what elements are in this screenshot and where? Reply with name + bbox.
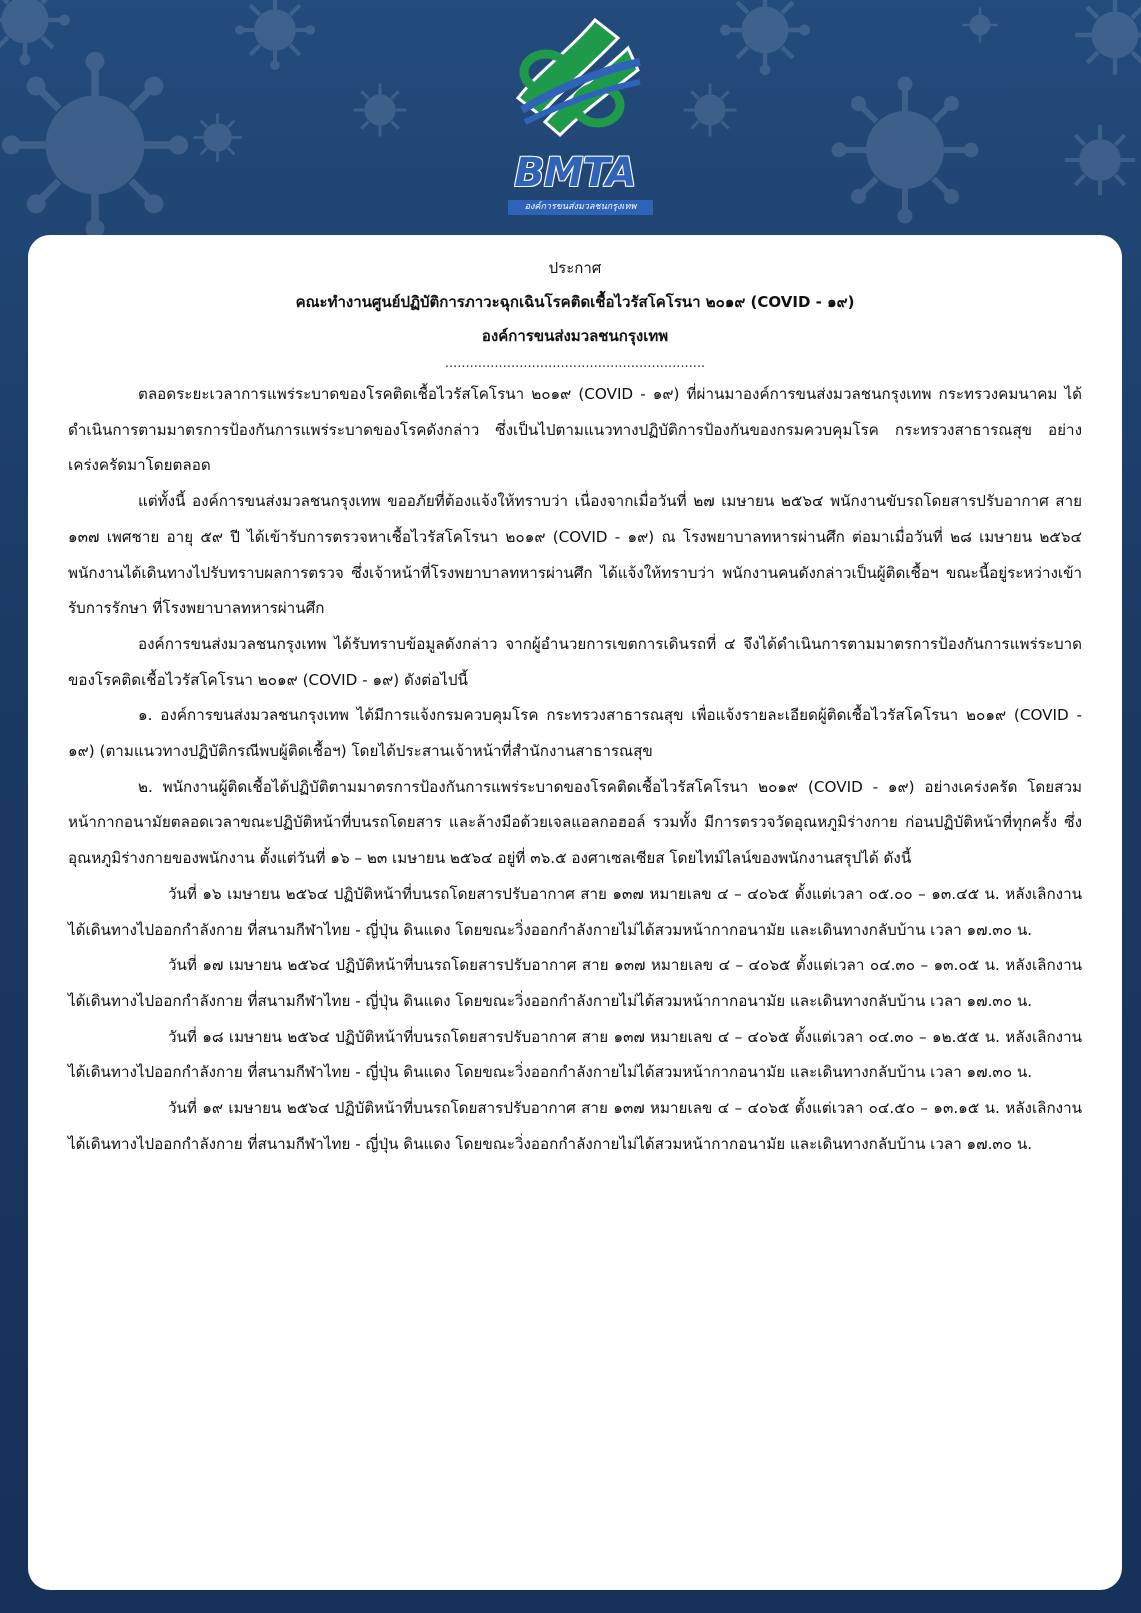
bmta-logo — [500, 10, 650, 215]
header — [0, 0, 1141, 235]
paragraph-intro: ตลอดระยะเวลาการแพร่ระบาดของโรคติดเชื้อไวรัสโคโรนา ๒๐๑๙ (COVID - ๑๙) ที่ผ่านมาองค์การขนส่งมวลชนกรุงเทพ กระทรวงคมนาคม ได้ดำเนินการตามมาตรการป้องกันการแพร่ระบาดของโรคดังกล่าว ซึ่งเป็นไปตามแนวทางปฏิบัติการป้องกันของกรมควบคุมโรค กระทรวงสาธารณสุข อย่างเคร่งครัดมาโดยตลอด — [68, 385, 1082, 475]
announcement-heading — [68, 251, 1082, 353]
timeline-day-16: วันที่ ๑๖ เมษายน ๒๕๖๔ ปฏิบัติหน้าที่บนรถโดยสารปรับอากาศ สาย ๑๓๗ หมายเลข ๔ – ๔๐๖๕ ตั้งแต่เวลา ๐๕.๐๐ – ๑๓.๔๕ น. หลังเลิกงานได้เดินทางไปออกกำลังกาย ที่สนามกีฬาไทย - ญี่ปุ่น ดินแดง โดยขณะวิ่งออกกำลังกายไม่ได้สวมหน้ากากอนามัย และเดินทางกลับบ้าน เวลา ๑๗.๓๐ น. — [68, 884, 1082, 939]
heading-divider: ............................................................... — [444, 356, 706, 371]
announcement-card — [28, 235, 1122, 1590]
paragraph-item-1: ๑. องค์การขนส่งมวลชนกรุงเทพ ได้มีการแจ้งกรมควบคุมโรค กระทรวงสาธารณสุข เพื่อแจ้งรายละเอียดผู้ติดเชื้อไวรัสโคโรนา ๒๐๑๙ (COVID - ๑๙) (ตามแนวทางปฏิบัติกรณีพบผู้ติดเชื้อฯ) โดยได้ประสานเจ้าหน้าที่สำนักงานสาธารณสุข — [68, 706, 1082, 761]
logo-text: BMTA — [514, 150, 636, 196]
paragraph-item-2: ๒. พนักงานผู้ติดเชื้อได้ปฏิบัติตามมาตรการป้องกันการแพร่ระบาดของโรคติดเชื้อไวรัสโคโรนา ๒๐๑๙ (COVID - ๑๙) อย่างเคร่งครัด โดยสวมหน้ากากอนามัยตลอดเวลาขณะปฏิบัติหน้าที่บนรถโดยสาร และล้างมือด้วยเจลแอลกอฮอล์ รวมทั้ง มีการตรวจวัดอุณหภูมิร่างกาย ก่อนปฏิบัติหน้าที่ทุกครั้ง ซึ่งอุณหภูมิร่างกายของพนักงาน ตั้งแต่วันที่ ๑๖ – ๒๓ เมษายน ๒๕๖๔ อยู่ที่ ๓๖.๕ องศาเซลเซียส โดยไทม์ไลน์ของพนักงานสรุปได้ ดังนี้ — [68, 777, 1082, 868]
bmta-logo-mark-icon — [500, 10, 650, 150]
timeline-day-18: วันที่ ๑๘ เมษายน ๒๕๖๔ ปฏิบัติหน้าที่บนรถโดยสารปรับอากาศ สาย ๑๓๗ หมายเลข ๔ – ๔๐๖๕ ตั้งแต่เวลา ๐๔.๓๐ – ๑๒.๕๕ น. หลังเลิกงานได้เดินทางไปออกกำลังกาย ที่สนามกีฬาไทย - ญี่ปุ่น ดินแดง โดยขณะวิ่งออกกำลังกายไม่ได้สวมหน้ากากอนามัย และเดินทางกลับบ้าน เวลา ๑๗.๓๐ น. — [68, 1027, 1082, 1082]
timeline-day-19: วันที่ ๑๙ เมษายน ๒๕๖๔ ปฏิบัติหน้าที่บนรถโดยสารปรับอากาศ สาย ๑๓๗ หมายเลข ๔ – ๔๐๖๕ ตั้งแต่เวลา ๐๔.๕๐ – ๑๓.๑๕ น. หลังเลิกงานได้เดินทางไปออกกำลังกาย ที่สนามกีฬาไทย - ญี่ปุ่น ดินแดง โดยขณะวิ่งออกกำลังกายไม่ได้สวมหน้ากากอนามัย และเดินทางกลับบ้าน เวลา ๑๗.๓๐ น. — [68, 1099, 1082, 1153]
paragraph-incident: แต่ทั้งนี้ องค์การขนส่งมวลชนกรุงเทพ ขออภัยที่ต้องแจ้งให้ทราบว่า เนื่องจากเมื่อวันที่ ๒๗ เมษายน ๒๕๖๔ พนักงานขับรถโดยสารปรับอากาศ สาย ๑๓๗ เพศชาย อายุ ๕๙ ปี ได้เข้ารับการตรวจหาเชื้อไวรัสโคโรนา ๒๐๑๙ (COVID - ๑๙) ณ โรงพยาบาลทหารผ่านศึก ต่อมาเมื่อวันที่ ๒๘ เมษายน ๒๕๖๔ พนักงานได้เดินทางไปรับทราบผลการตรวจ ซึ่งเจ้าหน้าที่โรงพยาบาลทหารผ่านศึก ได้แจ้งให้ทราบว่า พนักงานคนดังกล่าวเป็นผู้ติดเชื้อฯ ขณะนี้อยู่ระหว่างเข้ารับการรักษา ที่โรงพยาบาลทหารผ่านศึก — [68, 492, 1082, 618]
timeline-day-17: วันที่ ๑๗ เมษายน ๒๕๖๔ ปฏิบัติหน้าที่บนรถโดยสารปรับอากาศ สาย ๑๓๗ หมายเลข ๔ – ๔๐๖๕ ตั้งแต่เวลา ๐๔.๓๐ – ๑๓.๐๕ น. หลังเลิกงานได้เดินทางไปออกกำลังกาย ที่สนามกีฬาไทย - ญี่ปุ่น ดินแดง โดยขณะวิ่งออกกำลังกายไม่ได้สวมหน้ากากอนามัย และเดินทางกลับบ้าน เวลา ๑๗.๓๐ น. — [68, 956, 1082, 1010]
paragraph-measures: องค์การขนส่งมวลชนกรุงเทพ ได้รับทราบข้อมูลดังกล่าว จากผู้อำนวยการเขตการเดินรถที่ ๔ จึงได้ดำเนินการตามมาตรการป้องกันการแพร่ระบาดของโรคติดเชื้อไวรัสโคโรนา ๒๐๑๙ (COVID - ๑๙) ดังต่อไปนี้ — [68, 634, 1082, 689]
logo-subtitle: องค์การขนส่งมวลชนกรุงเทพ — [508, 200, 653, 215]
heading-line-2: คณะทำงานศูนย์ปฏิบัติการภาวะฉุกเฉินโรคติดเชื้อไวรัสโคโรนา ๒๐๑๙ (COVID - ๑๙) — [295, 293, 855, 311]
heading-line-1: ประกาศ — [548, 259, 602, 277]
heading-line-3: องค์การขนส่งมวลชนกรุงเทพ — [481, 327, 669, 345]
